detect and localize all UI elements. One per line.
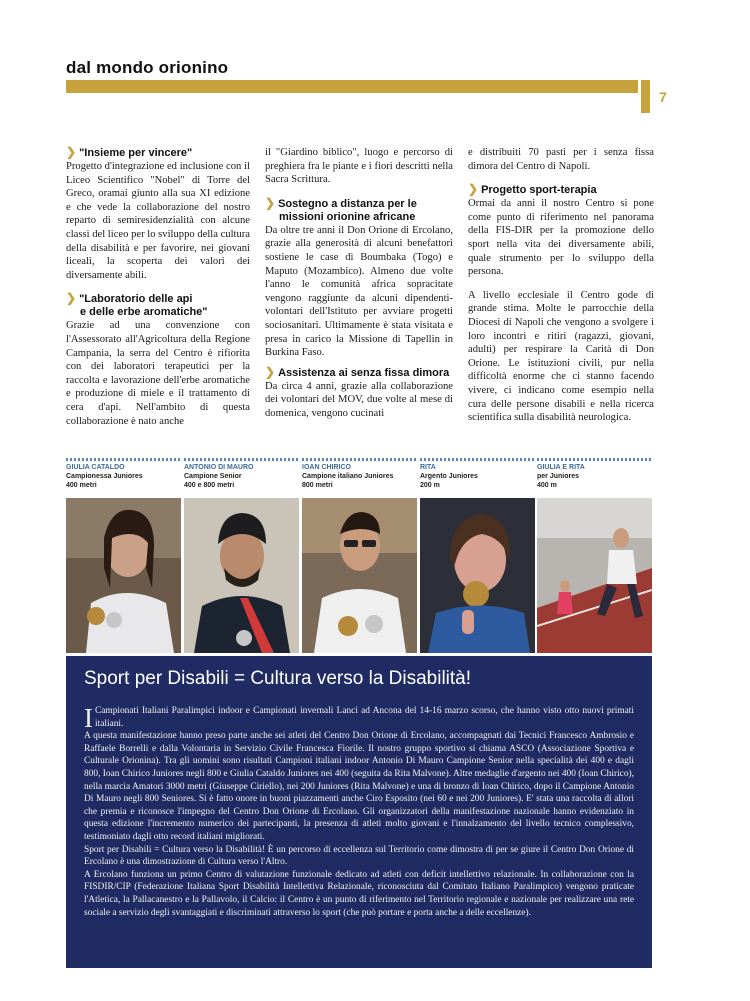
athlete-card — [537, 458, 652, 653]
subheading: ❯ Sostegno a distanza per le missioni orionine africane — [265, 195, 417, 223]
page-number: 7 — [659, 89, 667, 105]
article-column-2 — [265, 146, 453, 421]
dotted-rule — [302, 458, 417, 461]
paragraph: A questa manifestazione hanno preso parte anche sei atleti del Centro Don Orione di Ercolano, accompagnati dai Tecnici Francesco Ambrosio e Raffaele Borrelli e dalla Volontaria in Servizio Civile Francesca Fiorile. Il nostro gruppo sportivo si chiama ASCO (Associazione Sportiva e Culturale Orionina). Tra gli uomini sono risultati Campioni italiani indoor Antonio Di Mauro Campione Senior nella specialità dei 400 e dagli 800, Ioan Chirico Juniores negli 800 e Giulia Cataldo Juniores nei 400 (seguita da Rita Malvone). Altre medaglie d'argento nei 400 (Ioan Chirico), nella marcia Amatori 3000 metri (Giuseppe Ciriello), nei 200 Juniores (Rita Malvone) e una di bronzo di Ioan Chirico, dopo il Campione Antonio Di Mauro negli 800 Seniores. Si è fatto onore in buoni piazzamenti anche Ciro Esposito (nei 60 e nei 200 Juniores). E' stata una raccolta di allori che premia e riconosce l'impegno del Centro Don Orione di Ercolano. Gli organizzatori della manifestazione nazionale hanno evidenziato in questa edizione l'incremento numerico dei partecipanti, la presenza di atleti molto giovani e l'innalzamento del livello tecnico complessivo, testimoniato dagli otto record italiani migliorati. — [84, 731, 634, 842]
sport-disabili-box — [66, 656, 652, 968]
arrow-icon: ❯ — [265, 195, 276, 210]
arrow-icon: ❯ — [66, 291, 77, 306]
athlete-title: per Juniores — [537, 473, 580, 480]
subheading: ❯ "Laboratorio delle api e delle erbe aromatiche" — [66, 291, 208, 319]
dotted-rule — [420, 458, 535, 461]
arrow-icon: ❯ — [265, 364, 276, 379]
athlete-event: 400 e 800 metri — [184, 482, 235, 489]
athlete-photo — [66, 498, 181, 653]
athlete-photo — [302, 498, 417, 653]
dropcap: I — [84, 703, 93, 733]
subheading: ❯ Assistenza ai senza fissa dimora — [265, 364, 450, 379]
athlete-event: 400 metri — [66, 482, 97, 489]
athlete-title: Campionessa Juniores — [66, 473, 143, 480]
arrow-icon: ❯ — [66, 145, 77, 159]
paragraph: Da circa 4 anni, grazie alla collaborazione dei volontari del MOV, due volte al mese di domenica, vengono cucinati — [265, 380, 453, 419]
paragraph: il "Giardino biblico", luogo e percorso di preghiera fra le piante e i fiori descritti nella Sacra Scrittura. — [265, 147, 453, 186]
subheading: ❯ Progetto sport-terapia — [468, 182, 597, 197]
paragraph: Progetto d'integrazione ed inclusione con il Liceo Scientifico "Nobel" di Torre del Greco, oramai giunto alla sua XI edizione e che vede la collaborazione del nostro reparto di semiresidenzialità con alcune classi del liceo per lo sviluppo della cultura della disabilità e per favorire, nei giovani liceali, la scoperta dei valori dei diversamente abili. — [66, 161, 250, 281]
athlete-photo-strip — [66, 458, 652, 653]
athlete-title: Campione italiano Juniores — [302, 473, 394, 480]
athlete-title: Campione Senior — [184, 473, 242, 480]
article-column-3 — [468, 146, 654, 425]
athlete-photo — [537, 498, 652, 653]
box-title: Sport per Disabili = Cultura verso la Disabilità! — [84, 668, 472, 689]
athlete-card — [184, 458, 299, 653]
article-column-1 — [66, 146, 250, 428]
dotted-rule — [66, 458, 181, 461]
paragraph: I Campionati Italiani Paralimpici indoor e Campionati invernali Lanci ad Ancona del 14-16 marzo scorso, che hanno visto otto nuovi primati italiani. — [84, 703, 634, 733]
paragraph: e distribuiti 70 pasti per i senza fissa dimora del Centro di Napoli. — [468, 147, 654, 172]
athlete-card — [302, 458, 417, 653]
athlete-event: 200 m — [420, 482, 440, 489]
paragraph: A Ercolano funziona un primo Centro di valutazione funzionale dedicato ad atleti con deficit intellettivo relazionale. In collaborazione con la FISDIR/CIP (Federazione Italiana Sport Disabilità Intellettiva Relazionale, riconosciuta dal Comitato Italiano Paralimpico) vengono praticate l'Atletica, la Pallacanestro e la Pallavolo, il Calcio: il Centro è un punto di riferimento nel Territorio regionale e nazionale per realizzare una rete sociale a servizio degli svantaggiati e discriminati attraverso lo sport (che può portare e porta anche a delle eccellenze). — [84, 869, 634, 918]
athlete-name: RITA — [420, 464, 436, 471]
arrow-icon: ❯ — [468, 182, 479, 197]
athlete-photo — [184, 498, 299, 653]
athlete-name: ANTONIO DI MAURO — [184, 464, 254, 471]
paragraph: Ormai da anni il nostro Centro si pone come punto di riferimento nel panorama della FIS-DIR per la promozione dello sport nella vita dei diversamente abili, quale strumento per lo sviluppo della persona. — [468, 198, 654, 278]
paragraph: Da oltre tre anni il Don Orione di Ercolano, grazie alla generosità di alcuni benefattori sostiene le case di Boumbaka (Togo) e Maputo (Mozambico). Almeno due volte l'anno le comunità africa sopracitate vengono raggiunte da alcuni dipendenti-volontari dell'Istituto per avviare progetti sociosanitari. Ultimamente è stata visitata e presa in carico la Missione di Tapellin in Burkina Faso. — [265, 224, 453, 359]
paragraph: Grazie ad una convenzione con l'Assessorato all'Agricoltura della Regione Campania, la serra del Centro è rifiorita con dei laboratori terapeutici per la raccolta e lavorazione dell'erbe aromatiche e produzione di miele e il trattamento di cera d'api. Nell'ambito di questa collaborazione è nato anche — [66, 320, 250, 427]
box-body — [84, 705, 634, 919]
paragraph: A livello ecclesiale il Centro gode di grande stima. Molte le parrocchie della Diocesi di Napoli che vengono a svolgere i loro incontri e ritiri (ragazzi, giovani, adulti) per respirare la Carità di Don Orione. Le istituzioni civili, pur nella difficoltà enorme che ci stanno facendo vivere, ci indicano come esempio nella cura delle persone disabili e nella ricerca scientifica sulla disabilità neurologica. — [468, 289, 654, 424]
page-tab — [641, 80, 650, 113]
section-title: dal mondo orionino — [66, 58, 229, 77]
athlete-card — [66, 458, 181, 653]
title-bar — [66, 80, 638, 93]
athlete-name: GIULIA CATALDO — [66, 464, 125, 471]
dotted-rule — [184, 458, 299, 461]
athlete-title: Argento Juniores — [420, 473, 478, 480]
dotted-rule — [537, 458, 652, 461]
athlete-event: 400 m — [537, 482, 557, 489]
paragraph: Sport per Disabili = Cultura verso la Disabilità! È un percorso di eccellenza sul Territorio come dimostra di per se giure il Centro Don Orione di Ercolano è una dimostrazione di Cultura verso l'Altro. — [84, 844, 634, 868]
subheading: ❯ "Insieme per vincere" — [66, 145, 193, 159]
athlete-photo — [420, 498, 535, 653]
athlete-name: IOAN CHIRICO — [302, 464, 351, 471]
athlete-event: 800 metri — [302, 482, 333, 489]
athlete-name: GIULIA E RITA — [537, 464, 585, 471]
athlete-card — [420, 458, 535, 653]
